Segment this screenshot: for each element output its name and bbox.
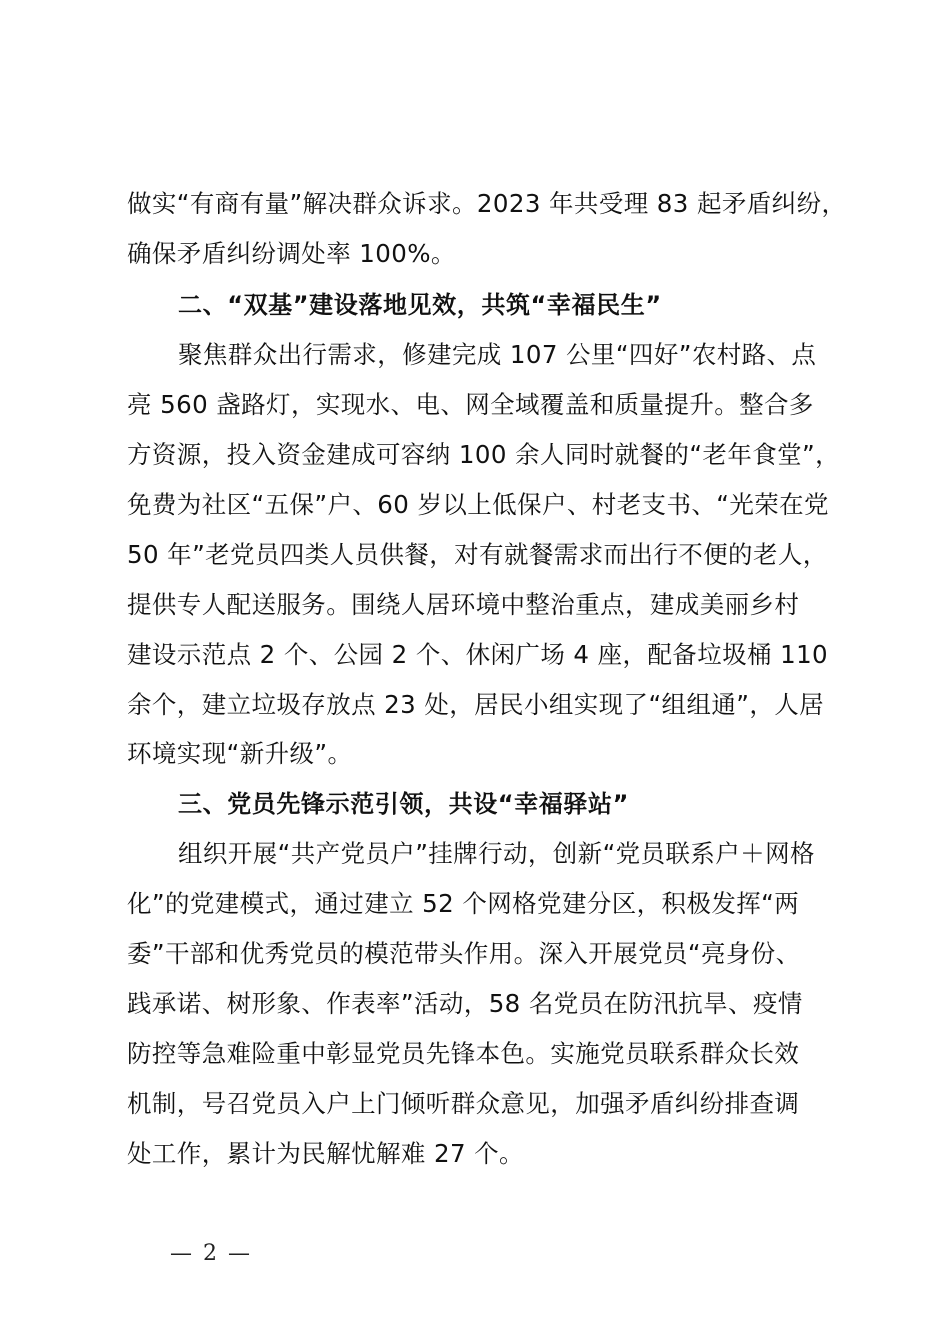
section-heading-3: 三、党员先锋示范引领，共设“幸福驿站” <box>178 790 629 818</box>
paragraph-3-line-1: 组织开展“共产党员户”挂牌行动，创新“党员联系户＋网格 <box>178 839 815 868</box>
paragraph-3-line-4: 践承诺、树形象、作表率”活动，58 名党员在防汛抗旱、疫情 <box>127 989 803 1018</box>
paragraph-3-line-6: 机制，号召党员入户上门倾听群众意见，加强矛盾纠纷排查调 <box>127 1089 800 1118</box>
paragraph-2-line-4: 免费为社区“五保”户、60 岁以上低保户、村老支书、“光荣在党 <box>127 490 829 519</box>
paragraph-3-line-2: 化”的党建模式，通过建立 52 个网格党建分区，积极发挥“两 <box>127 889 800 918</box>
paragraph-2-line-1: 聚焦群众出行需求，修建完成 107 公里“四好”农村路、点 <box>178 340 817 369</box>
page-number: — 2 — <box>170 1241 252 1266</box>
paragraph-2-line-2: 亮 560 盏路灯，实现水、电、网全域覆盖和质量提升。整合多 <box>127 390 814 419</box>
paragraph-2-line-9: 环境实现“新升级”。 <box>127 739 353 768</box>
paragraph-1-line-2: 确保矛盾纠纷调处率 100%。 <box>127 239 456 268</box>
section-heading-2: 二、“双基”建设落地见效，共筑“幸福民生” <box>178 291 662 319</box>
paragraph-2-line-8: 余个，建立垃圾存放点 23 处，居民小组实现了“组组通”，人居 <box>127 690 825 719</box>
paragraph-2-line-6: 提供专人配送服务。围绕人居环境中整治重点，建成美丽乡村 <box>127 590 800 619</box>
paragraph-3-line-3: 委”干部和优秀党员的模范带头作用。深入开展党员“亮身份、 <box>127 939 801 968</box>
paragraph-3-line-7: 处工作，累计为民解忧解难 27 个。 <box>127 1139 524 1168</box>
paragraph-2-line-3: 方资源，投入资金建成可容纳 100 余人同时就餐的“老年食堂”， <box>127 440 841 469</box>
paragraph-2-line-7: 建设示范点 2 个、公园 2 个、休闲广场 4 座，配备垃圾桶 110 <box>127 640 829 669</box>
paragraph-1-line-1: 做实“有商有量”解决群众诉求。2023 年共受理 83 起矛盾纠纷， <box>127 189 847 218</box>
paragraph-2-line-5: 50 年”老党员四类人员供餐，对有就餐需求而出行不便的老人， <box>127 540 828 569</box>
paragraph-3-line-5: 防控等急难险重中彰显党员先锋本色。实施党员联系群众长效 <box>127 1039 800 1068</box>
